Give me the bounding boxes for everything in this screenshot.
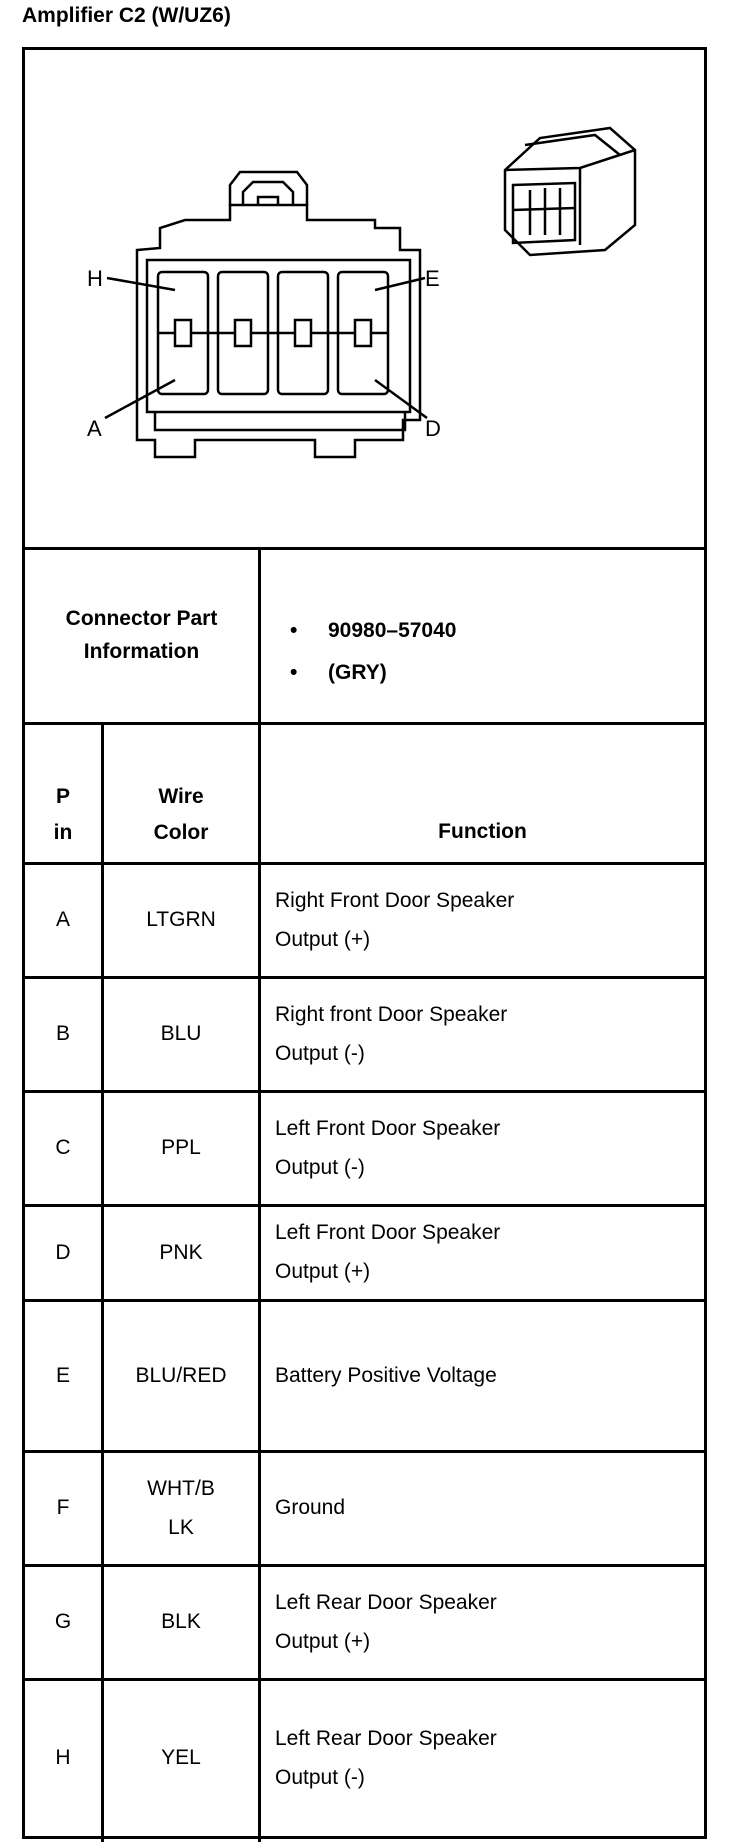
- wire-color-cell: PNK: [159, 1240, 203, 1264]
- callout-a: A: [87, 416, 102, 441]
- part-number-item: • 90980–57040: [290, 619, 457, 642]
- pin-cell: C: [55, 1136, 71, 1160]
- pin-cell: B: [55, 1022, 70, 1046]
- connector-table: [22, 47, 707, 1839]
- function-cell: Ground: [275, 1496, 346, 1520]
- wire-color-cell: BLU: [160, 1022, 202, 1046]
- connector-info-label: Connector Part Information: [65, 607, 218, 663]
- pin-cell: H: [55, 1746, 71, 1770]
- wire-color-cell: LTGRN: [146, 908, 216, 932]
- wire-color-cell: BLK: [161, 1610, 201, 1634]
- callout-h: H: [87, 266, 103, 291]
- wire-color-cell: PPL: [161, 1136, 201, 1160]
- page-title: Amplifier C2 (W/UZ6): [22, 4, 231, 27]
- callout-e: E: [425, 266, 440, 291]
- header-wire-color: Wire Color: [153, 784, 209, 845]
- header-pin: P in: [53, 784, 73, 845]
- function-cell: Right front Door Speaker Output (-): [275, 1002, 508, 1065]
- header-function: Function: [438, 820, 527, 844]
- callout-d: D: [425, 416, 441, 441]
- function-cell: Right Front Door Speaker Output (+): [275, 888, 515, 951]
- pin-cell: A: [55, 908, 70, 932]
- function-cell: Left Rear Door Speaker Output (+): [275, 1590, 497, 1653]
- wire-color-cell: WHT/B LK: [147, 1476, 215, 1539]
- connector-part-list: [276, 610, 456, 694]
- pin-cell: F: [56, 1496, 70, 1520]
- pin-cell: E: [55, 1363, 70, 1387]
- function-cell: Left Front Door Speaker Output (+): [275, 1221, 501, 1283]
- pin-cell: G: [54, 1610, 72, 1634]
- function-cell: Battery Positive Voltage: [275, 1363, 497, 1387]
- part-color-item: • (GRY): [290, 661, 387, 684]
- function-cell: Left Rear Door Speaker Output (-): [275, 1726, 497, 1789]
- connector-diagram: [25, 50, 704, 547]
- pin-cell: D: [55, 1240, 71, 1264]
- function-cell: Left Front Door Speaker Output (-): [275, 1116, 501, 1179]
- wire-color-cell: YEL: [161, 1746, 201, 1770]
- wire-color-cell: BLU/RED: [135, 1363, 227, 1387]
